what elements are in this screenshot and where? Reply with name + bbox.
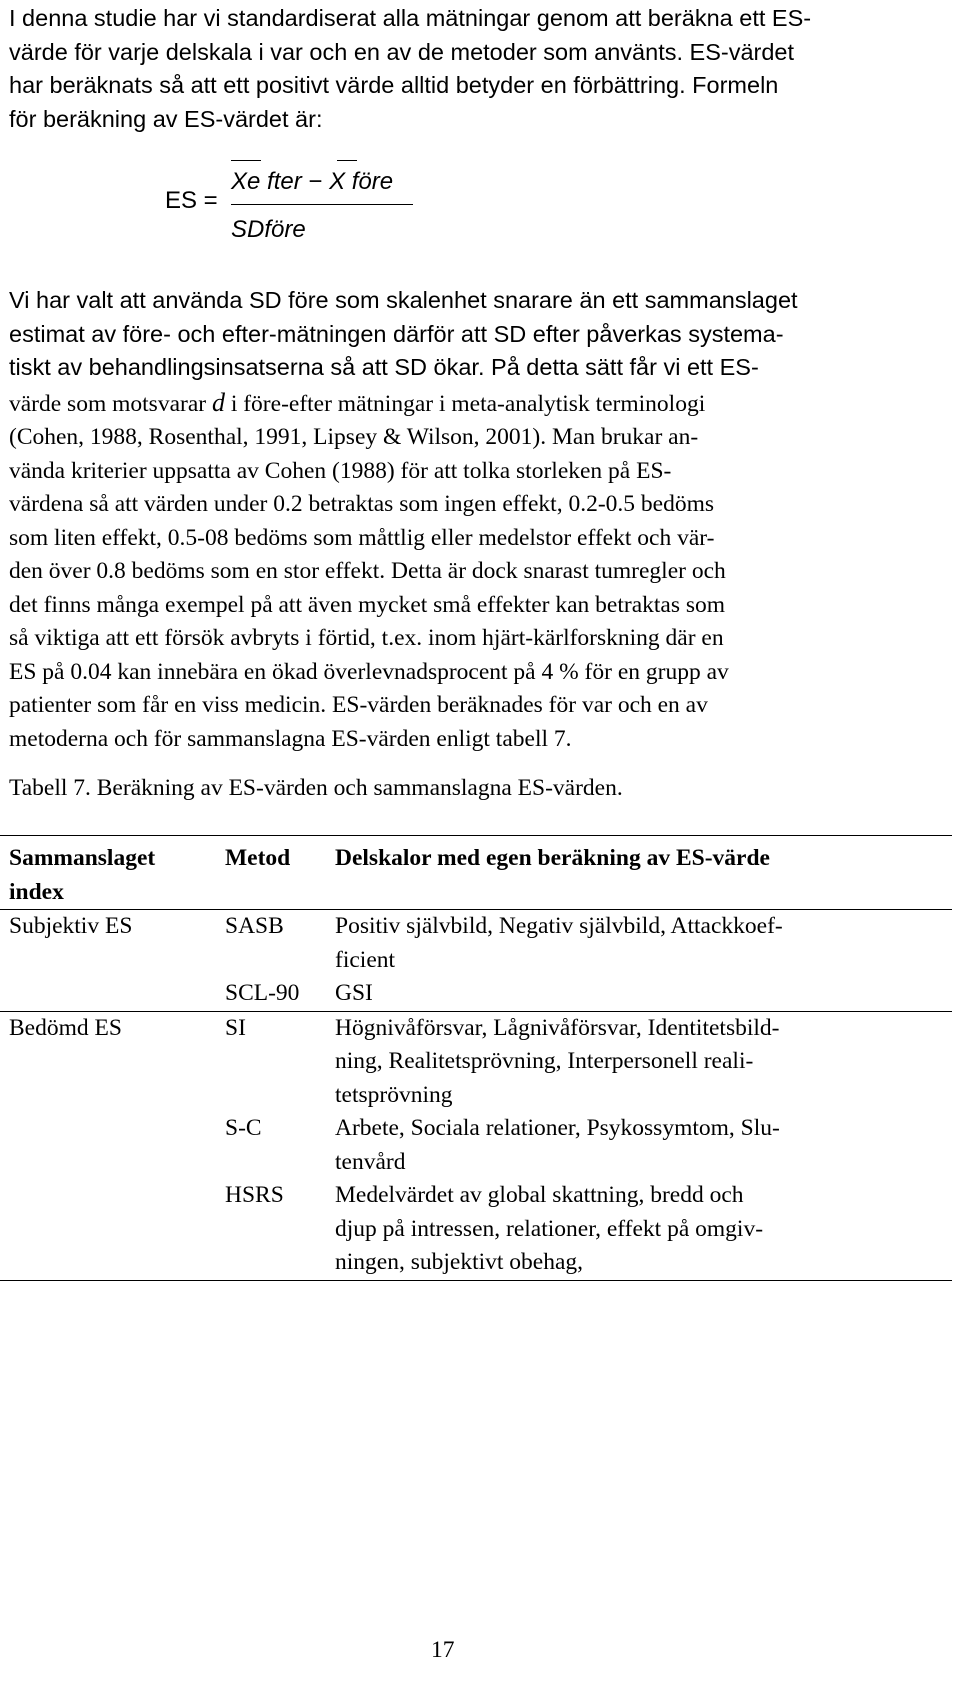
text-line: den över 0.8 bedöms som en stor effekt. Detta är dock snarast tumregler och xyxy=(9,558,726,584)
text-line: som liten effekt, 0.5-08 bedöms som måttlig eller medelstor effekt och vär- xyxy=(9,524,715,551)
numerator-right: X före xyxy=(329,168,394,195)
header-method: Metod xyxy=(225,836,335,910)
symbol-d: d xyxy=(211,387,225,417)
cell-line: Positiv självbild, Negativ självbild, Attackkoef- xyxy=(335,913,783,939)
text-line: värde för varje delskala i var och en av de metoder som använts. ES-värdet xyxy=(9,38,795,65)
formula-numerator xyxy=(231,168,393,196)
text-segment: värde som motsvarar xyxy=(9,390,212,417)
text-line: vända kriterier uppsatta av Cohen (1988) för att tolka storleken på ES- xyxy=(9,457,672,484)
body-paragraph xyxy=(9,284,944,756)
text-line: metoderna och för sammanslagna ES-värden enligt tabell 7. xyxy=(9,725,572,752)
cell-index xyxy=(0,1112,225,1179)
text-line xyxy=(9,351,944,386)
page-number: 17 xyxy=(431,1637,455,1663)
table-caption: Tabell 7. Beräkning av ES-värden och sammanslagna ES-värden. xyxy=(9,775,623,801)
overline-xfore xyxy=(337,160,357,161)
text-line: för beräkning av ES-värdet är: xyxy=(9,105,323,132)
table-header-row xyxy=(0,836,952,910)
cell-method: SI xyxy=(225,1011,335,1112)
intro-paragraph xyxy=(9,2,944,136)
header-line: Sammanslaget xyxy=(9,845,156,871)
cell-subscales xyxy=(335,1011,952,1112)
table-row xyxy=(0,1112,952,1179)
header-subscales: Delskalor med egen beräkning av ES-värde xyxy=(335,836,952,910)
cell-method: SASB xyxy=(225,910,335,978)
text-line: (Cohen, 1988, Rosenthal, 1991, Lipsey & Wilson, 2001). Man brukar an- xyxy=(9,424,699,450)
cell-subscales xyxy=(335,910,952,978)
text-line: estimat av före- och efter-mätningen därför att SD efter påverkas systema- xyxy=(9,320,784,347)
table-row xyxy=(0,977,952,1011)
text-line: värdena så att värden under 0.2 betraktas som ingen effekt, 0.2-0.5 bedöms xyxy=(9,491,714,517)
table-row xyxy=(0,1179,952,1280)
text-segment: tiskt av behandlingsinsatserna så att SD ökar. xyxy=(9,354,485,380)
cell-index: Subjektiv ES xyxy=(0,910,225,978)
es-formula xyxy=(165,160,425,250)
cell-index: Bedömd ES xyxy=(0,1011,225,1112)
header-line: index xyxy=(9,878,64,905)
formula-lhs: ES = xyxy=(165,187,218,214)
cell-index xyxy=(0,1179,225,1280)
table-row xyxy=(0,1011,952,1112)
text-segment: i före-efter mätningar i meta-analytisk terminologi xyxy=(224,390,706,417)
es-table xyxy=(0,835,952,1281)
cell-line: tetsprövning xyxy=(335,1081,453,1108)
cell-subscales xyxy=(335,1112,952,1179)
text-line: det finns många exempel på att även mycket små effekter kan betraktas som xyxy=(9,591,726,618)
text-line: har beräknats så att ett positivt värde alltid betyder en förbättring. Formeln xyxy=(9,72,779,98)
cell-line: ficient xyxy=(335,946,396,973)
fraction-bar xyxy=(231,204,413,205)
cell-subscales xyxy=(335,977,952,1011)
cell-line: tenvård xyxy=(335,1148,406,1175)
text-line: I denna studie har vi standardiserat alla mätningar genom att beräkna ett ES- xyxy=(9,5,812,31)
numerator-left: Xe fter xyxy=(231,168,302,195)
cell-line: Högnivåförsvar, Lågnivåförsvar, Identitetsbild- xyxy=(335,1014,780,1041)
cell-method: SCL-90 xyxy=(225,980,300,1006)
text-line: ES på 0.04 kan innebära en ökad överlevnadsprocent på 4 % för en grupp av xyxy=(9,658,729,685)
formula-denominator: SDföre xyxy=(231,216,306,243)
cell-line: ningen, subjektivt obehag, xyxy=(335,1249,584,1275)
cell-line: ning, Realitetsprövning, Interpersonell reali- xyxy=(335,1048,754,1074)
cell-line: Arbete, Sociala relationer, Psykossymtom, Slu- xyxy=(335,1115,780,1141)
cell-line: GSI xyxy=(335,980,373,1006)
cell-line: djup på intressen, relationer, effekt på omgiv- xyxy=(335,1215,764,1242)
overline-xefter xyxy=(231,160,261,161)
text-line: patienter som får en viss medicin. ES-värden beräknades för var och en av xyxy=(9,692,708,718)
table-row xyxy=(0,910,952,978)
minus-sign: − xyxy=(308,168,323,195)
cell-method: S-C xyxy=(225,1115,262,1141)
text-line: så viktiga att ett försök avbryts i förtid, t.ex. inom hjärt-kärlforskning där en xyxy=(9,625,724,651)
cell-index xyxy=(0,977,225,1011)
text-segment: På detta sätt får vi ett ES- xyxy=(484,354,759,380)
header-index xyxy=(0,836,225,910)
text-line xyxy=(9,386,944,422)
text-line: Vi har valt att använda SD före som skalenhet snarare än ett sammanslaget xyxy=(9,287,798,313)
cell-line: Medelvärdet av global skattning, bredd och xyxy=(335,1182,744,1208)
cell-method: HSRS xyxy=(225,1179,335,1280)
cell-subscales xyxy=(335,1179,952,1280)
